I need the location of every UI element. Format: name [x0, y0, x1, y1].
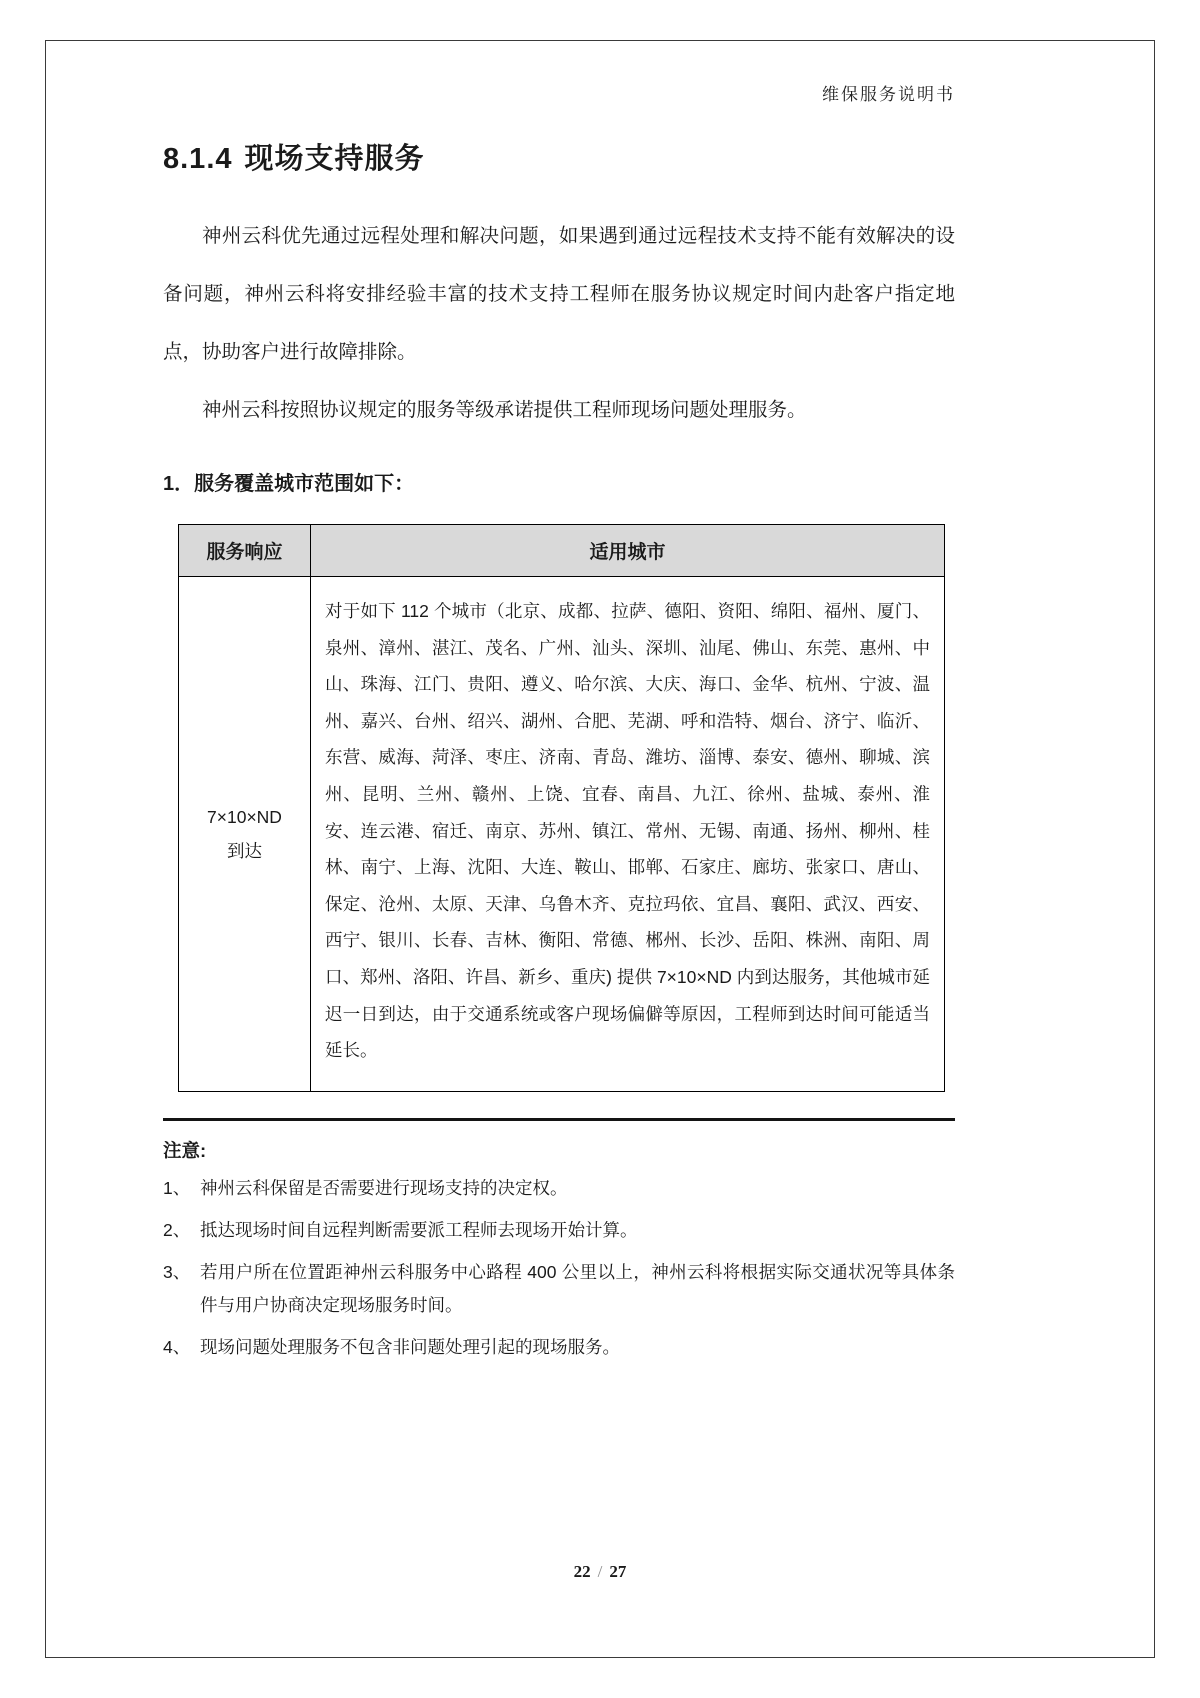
table-row — [179, 577, 945, 1092]
section-title: 现场支持服务 — [244, 143, 425, 175]
page-content — [163, 136, 955, 1364]
note-item-1 — [163, 1172, 955, 1205]
response-arrival: 到达 — [227, 840, 262, 861]
note-item-2 — [163, 1214, 955, 1247]
note-text: 若用户所在位置距神州云科服务中心路程 400 公里以上，神州云科将根据实际交通状况等具体条件与用户协商决定现场服务时间。 — [200, 1261, 955, 1315]
service-coverage-table — [178, 524, 945, 1092]
paragraph-commitment: 神州云科按照协议规定的服务等级承诺提供工程师现场问题处理服务。 — [202, 399, 807, 421]
notes-title: 注意: — [163, 1139, 207, 1161]
service-response-cell — [179, 577, 311, 1092]
paragraph-intro: 神州云科优先通过远程处理和解决问题，如果遇到通过远程技术支持不能有效解决的设备问题，神州云科将安排经验丰富的技术支持工程师在服务协议规定时间内赴客户指定地点，协助客户进行故障排除。 — [163, 225, 955, 363]
column-header-service-response: 服务响应 — [179, 525, 311, 577]
note-number: 3、 — [163, 1261, 191, 1282]
applicable-cities-cell: 对于如下 112 个城市（北京、成都、拉萨、德阳、资阳、绵阳、福州、厦门、泉州、漳州、湛江、茂名、广州、汕头、深圳、汕尾、佛山、东莞、惠州、中山、珠海、江门、贵阳、遵义、哈尔滨、大庆、海口、金华、杭州、宁波、温州、嘉兴、台州、绍兴、湖州、合肥、芜湖、呼和浩特、烟台、济宁、临沂、东营、威海、菏泽、枣庄、济南、青岛、潍坊、淄博、泰安、德州、聊城、滨州、昆明、兰州、赣州、上饶、宜春、南昌、九江、徐州、盐城、泰州、淮安、连云港、宿迁、南京、苏州、镇江、常州、无锡、南通、扬州、柳州、桂林、南宁、上海、沈阳、大连、鞍山、邯郸、石家庄、廊坊、张家口、唐山、保定、沧州、太原、天津、乌鲁木齐、克拉玛依、宜昌、襄阳、武汉、西安、西宁、银川、长春、吉林、衡阳、常德、郴州、长沙、岳阳、株洲、南阳、周口、郑州、洛阳、许昌、新乡、重庆) 提供 7×10×ND 内到达服务，其他城市延迟一日到达，由于交通系统或客户现场偏僻等原因，工程师到达时间可能适当延长。 — [311, 577, 945, 1092]
notes-divider — [163, 1118, 955, 1121]
page-footer — [0, 1562, 1200, 1582]
header-title: 维保服务说明书 — [822, 85, 955, 104]
response-level: 7×10×ND — [207, 806, 282, 827]
note-number: 4、 — [163, 1336, 191, 1357]
note-item-4 — [163, 1331, 955, 1364]
table-header-row — [179, 525, 945, 577]
section-number: 8.1.4 — [163, 143, 233, 175]
note-number: 2、 — [163, 1219, 191, 1240]
note-text: 现场问题处理服务不包含非问题处理引起的现场服务。 — [200, 1336, 620, 1357]
section-heading — [163, 136, 955, 177]
note-text: 抵达现场时间自远程判断需要派工程师去现场开始计算。 — [200, 1219, 638, 1240]
document-header — [163, 80, 955, 105]
page-separator: / — [597, 1562, 603, 1581]
note-text: 神州云科保留是否需要进行现场支持的决定权。 — [200, 1177, 568, 1198]
note-number: 1、 — [163, 1177, 191, 1198]
note-item-3 — [163, 1256, 955, 1322]
current-page-number: 22 — [573, 1562, 591, 1581]
column-header-applicable-cities: 适用城市 — [311, 525, 945, 577]
total-page-number: 27 — [609, 1562, 627, 1581]
list-heading-coverage: 1．服务覆盖城市范围如下： — [163, 473, 415, 495]
